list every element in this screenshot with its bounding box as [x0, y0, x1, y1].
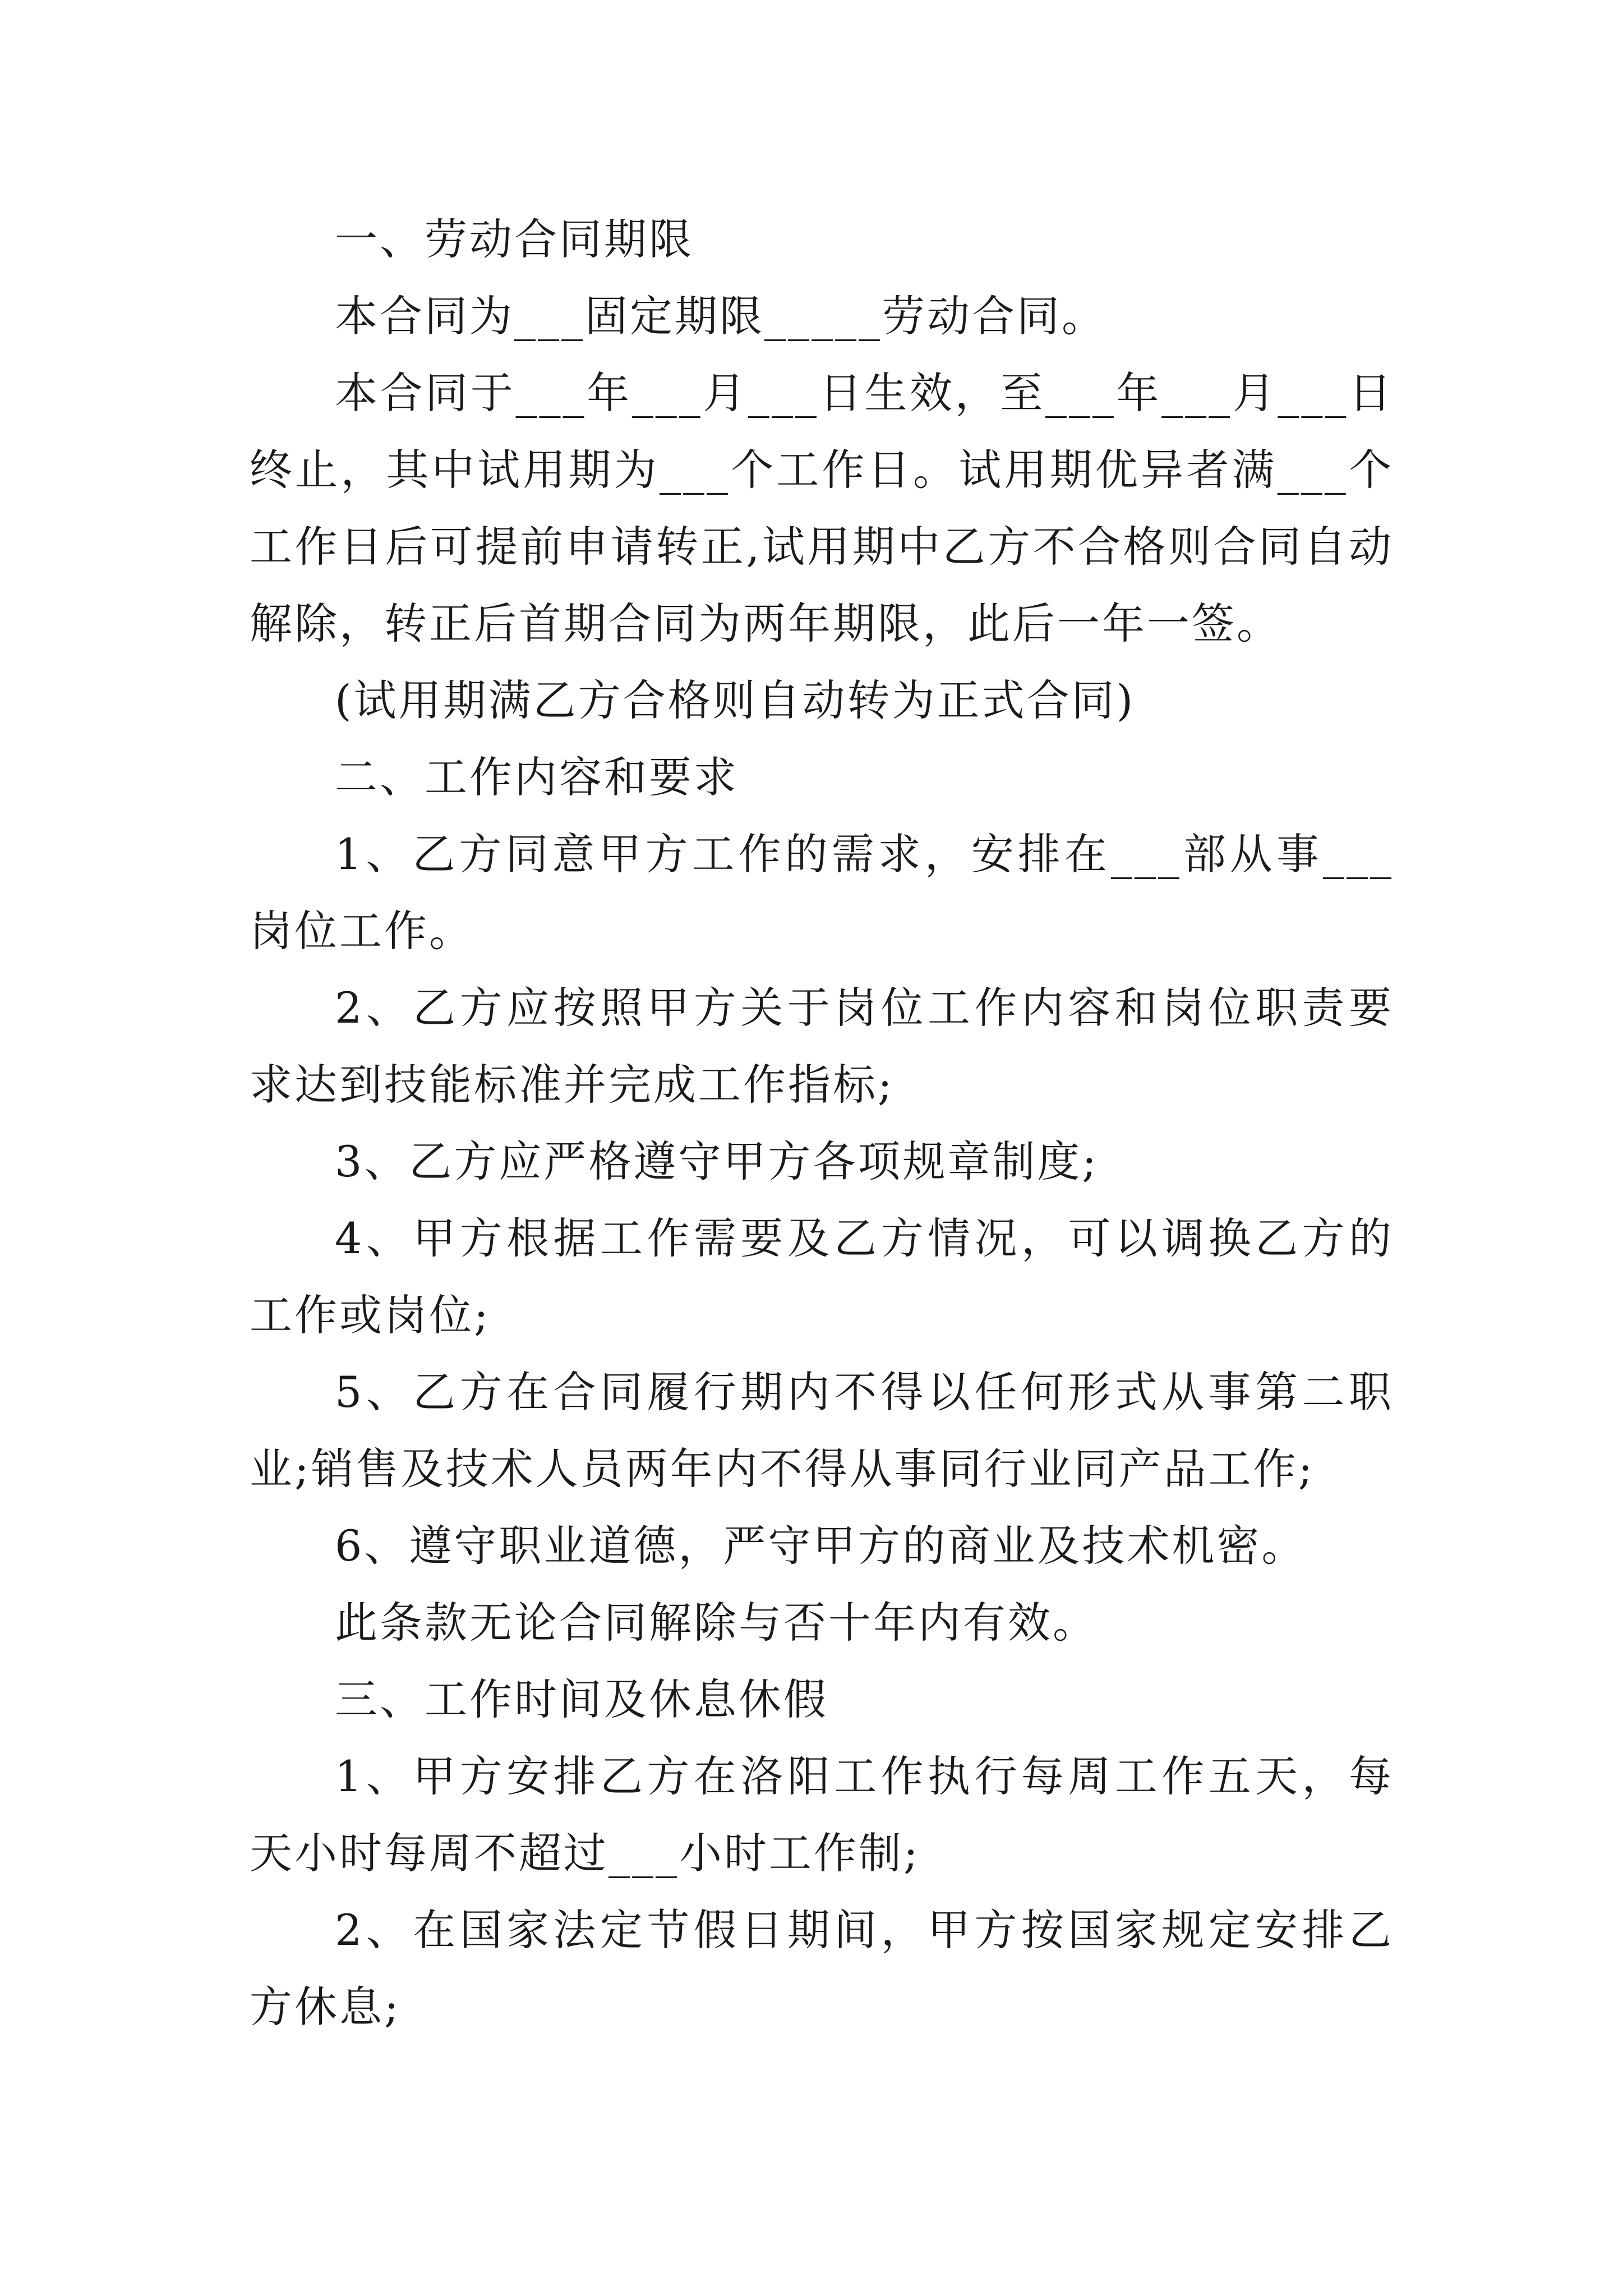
clause-item-6: 6、遵守职业道德，严守甲方的商业及技术机密。 [335, 1521, 1307, 1571]
paragraph-probation-note: (试用期满乙方合格则自动转为正式合同) [335, 675, 1136, 725]
clause-item-5: 5、乙方在合同履行期内不得以任何形式从事第二职业;销售及技术人员两年内不得从事同行业同产品工作; [250, 1367, 1394, 1494]
section-heading-working-hours: 三、工作时间及休息休假 [335, 1674, 828, 1724]
paragraph-validity-note: 此条款无论合同解除与否十年内有效。 [335, 1598, 1098, 1648]
clause-item-3: 3、乙方应严格遵守甲方各项规章制度; [335, 1137, 1099, 1186]
document-body [250, 201, 1394, 2045]
paragraph-contract-type: 本合同为___固定期限_____劳动合同。 [335, 291, 1106, 341]
section-heading-contract-term: 一、劳动合同期限 [335, 214, 694, 264]
section-heading-work-content: 二、工作内容和要求 [335, 752, 739, 802]
clause-item-2: 2、乙方应按照甲方关于岗位工作内容和岗位职责要求达到技能标准并完成工作指标; [250, 983, 1394, 1110]
paragraph-contract-dates: 本合同于___年___月___日生效，至___年___月___日终止，其中试用期为___个工作日。试用期优异者满___个工作日后可提前申请转正,试用期中乙方不合格则合同自动解除，转正后首期合同为两年期限，此后一年一签。 [250, 368, 1394, 648]
clause-item-4: 4、甲方根据工作需要及乙方情况，可以调换乙方的工作或岗位; [250, 1213, 1394, 1340]
hours-item-1: 1、甲方安排乙方在洛阳工作执行每周工作五天，每天小时每周不超过___小时工作制; [250, 1751, 1394, 1878]
clause-item-1: 1、乙方同意甲方工作的需求，安排在___部从事___岗位工作。 [250, 829, 1394, 956]
hours-item-2: 2、在国家法定节假日期间，甲方按国家规定安排乙方休息; [250, 1905, 1394, 2032]
